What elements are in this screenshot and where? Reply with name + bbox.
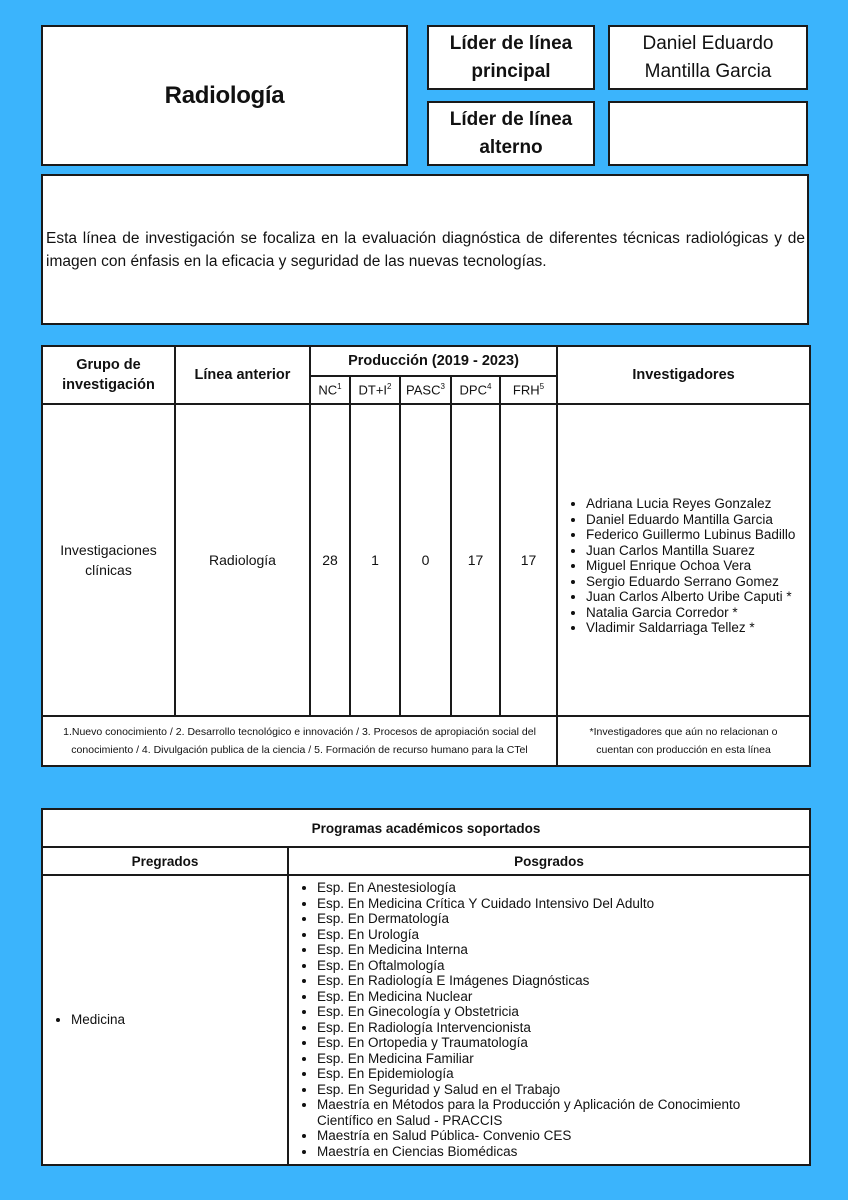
researcher-item: • Juan Carlos Mantilla Suarez (586, 543, 809, 559)
researcher-item: • Adriana Lucia Reyes Gonzalez (586, 496, 809, 512)
postgrad-program-item: • Esp. En Medicina Familiar (317, 1051, 769, 1067)
header-metric: DPC$^4$ (451, 376, 500, 404)
researcher-item: • Sergio Eduardo Serrano Gomez (586, 574, 809, 590)
postgrad-program-item: • Esp. En Medicina Crítica Y Cuidado Intensivo Del Adulto (317, 896, 769, 912)
postgrad-program-item: • Esp. En Anestesiología (317, 880, 769, 896)
lead-alternate-name-box (608, 101, 808, 166)
postgrad-list (289, 880, 809, 1159)
postgrad-program-item: • Esp. En Epidemiología (317, 1066, 769, 1082)
header-metric: $DT+I^2$ (350, 376, 400, 404)
postgrad-program-item: • Esp. En Medicina Interna (317, 942, 769, 958)
programs-table (41, 808, 811, 1166)
undergrad-header: Pregrados (42, 847, 288, 875)
researchers-list (558, 496, 809, 636)
header-metric: $NC^1$ (310, 376, 350, 404)
postgrad-program-item: • Esp. En Ginecología y Obstetricia (317, 1004, 769, 1020)
header-group: Grupo de investigación (42, 346, 175, 404)
programs-title: Programas académicos soportados (42, 809, 810, 847)
cell-researchers (557, 404, 810, 716)
header-previous-line: Línea anterior (175, 346, 310, 404)
lead-alternate-label-box (427, 101, 595, 166)
postgrad-program-item: • Esp. En Radiología Intervencionista (317, 1020, 769, 1036)
postgrad-header: Posgrados (288, 847, 810, 875)
postgrad-program-item: • Esp. En Seguridad y Salud en el Trabajo (317, 1082, 769, 1098)
footnote-metrics: 1.Nuevo conocimiento / 2. Desarrollo tecnológico e innovación / 3. Procesos de apropiación social del conocimiento / 4. Divulgación publica de la ciencia / 5. Formación de recurso humano para la CTel (42, 716, 557, 766)
postgrad-program-item: • Maestría en Ciencias Biomédicas (317, 1144, 769, 1160)
lead-principal-name: Daniel Eduardo Mantilla Garcia (642, 32, 774, 82)
line-title: Radiología (164, 81, 285, 109)
researcher-item: • Vladimir Saldarriaga Tellez * (586, 620, 809, 636)
postgrad-program-item: • Esp. En Dermatología (317, 911, 769, 927)
researcher-item: • Miguel Enrique Ochoa Vera (586, 558, 809, 574)
lead-principal-name-box (608, 25, 808, 90)
researcher-item: • Federico Guillermo Lubinus Badillo (586, 527, 809, 543)
production-table (41, 345, 811, 767)
postgrad-program-item: • Maestría en Salud Pública- Convenio CES (317, 1128, 769, 1144)
researcher-item: • Natalia Garcia Corredor * (586, 605, 809, 621)
header-metric: FRH$^5$ (500, 376, 557, 404)
lead-principal-label-box (427, 25, 595, 90)
postgrad-program-item: • Esp. En Ortopedia y Traumatología (317, 1035, 769, 1051)
line-title-box (41, 25, 408, 166)
cell-dpc: 17 (451, 404, 500, 716)
description-box (41, 174, 809, 325)
researcher-item: • Juan Carlos Alberto Uribe Caputi * (586, 589, 809, 605)
header-metric: PASC$^3$ (400, 376, 451, 404)
postgrad-program-item: • Maestría en Métodos para la Producción y Aplicación de Conocimiento Científico en Salud - PRACCIS (317, 1097, 769, 1128)
cell-group: Investigaciones clínicas (42, 404, 175, 716)
header-production: Producción (2019 - 2023) (310, 346, 557, 376)
undergrad-list (43, 1012, 287, 1028)
postgrad-program-item: • Esp. En Oftalmología (317, 958, 769, 974)
description-text: Esta línea de investigación se focaliza en la evaluación diagnóstica de diferentes técnicas radiológicas y de imagen con énfasis en la eficacia y seguridad de las nuevas tecnologías. (46, 229, 805, 270)
postgrad-cell (288, 875, 810, 1165)
lead-principal-label: Líder de línea principal (449, 32, 573, 82)
header-researchers: Investigadores (557, 346, 810, 404)
cell-nc: 28 (310, 404, 350, 716)
postgrad-program-item: • Esp. En Medicina Nuclear (317, 989, 769, 1005)
lead-alternate-label: Líder de línea alterno (449, 108, 573, 158)
undergrad-cell (42, 875, 288, 1165)
postgrad-program-item: • Esp. En Radiología E Imágenes Diagnósticas (317, 973, 769, 989)
researcher-item: • Daniel Eduardo Mantilla Garcia (586, 512, 809, 528)
postgrad-program-item: • Esp. En Urología (317, 927, 769, 943)
cell-pasc: 0 (400, 404, 451, 716)
undergrad-program-item: • Medicina (71, 1012, 287, 1028)
cell-dti: 1 (350, 404, 400, 716)
cell-frh: 17 (500, 404, 557, 716)
footnote-researchers: *Investigadores que aún no relacionan o cuentan con producción en esta línea (557, 716, 810, 766)
cell-previous-line: Radiología (175, 404, 310, 716)
